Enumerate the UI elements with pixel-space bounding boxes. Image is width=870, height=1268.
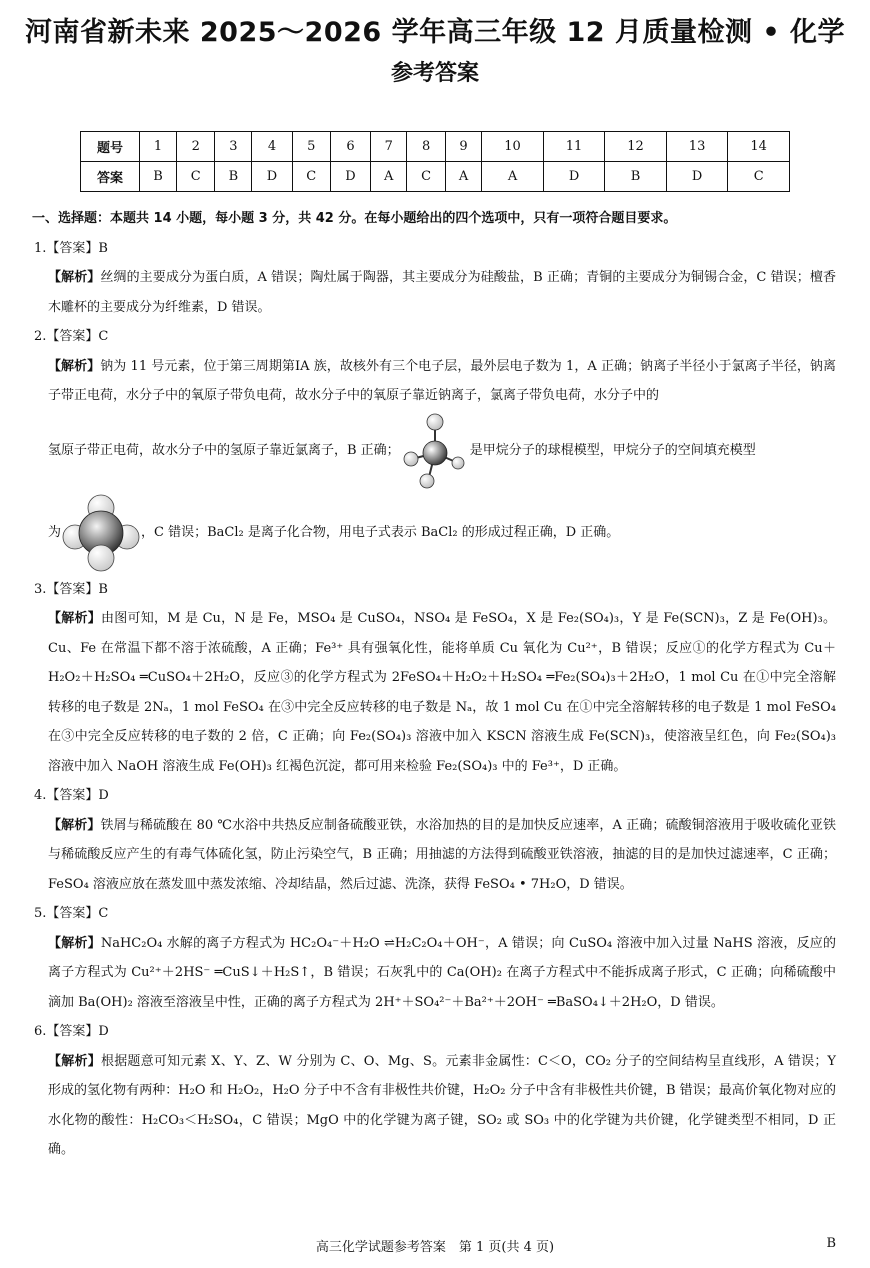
table-cell: 12: [605, 132, 667, 162]
analysis-label: 【解析】: [48, 270, 101, 285]
table-cell: 3: [215, 132, 252, 162]
table-cell: D: [330, 162, 370, 192]
table-cell: 8: [407, 132, 445, 162]
analysis-label: 【解析】: [48, 817, 101, 833]
question-4-analysis: [34, 811, 836, 900]
table-cell: 9: [445, 132, 481, 162]
table-row-numbers: [81, 132, 790, 162]
table-cell: A: [445, 162, 481, 192]
methane-ball-and-stick-icon: [400, 411, 470, 491]
table-cell: 7: [371, 132, 407, 162]
table-cell: 14: [728, 132, 790, 162]
analysis-text: ，C 错误；BaCl₂ 是离子化合物，用电子式表示 BaCl₂ 的形成过程正确，D 正确。: [141, 524, 620, 540]
methane-ball-stick-row: [34, 411, 836, 491]
table-cell: 4: [252, 132, 292, 162]
table-cell: C: [407, 162, 445, 192]
table-cell: 2: [177, 132, 215, 162]
analysis-text: 丝绸的主要成分为蛋白质，A 错误；陶灶属于陶器，其主要成分为硅酸盐，B 正确；青铜的主要成分为铜锡合金，C 错误；檀香木雕杯的主要成分为纤维素，D 错误。: [48, 270, 836, 315]
table-header-answer: 答案: [81, 162, 140, 192]
methane-space-filling-icon: [61, 493, 141, 573]
table-cell: A: [482, 162, 544, 192]
table-cell: D: [543, 162, 605, 192]
table-cell: A: [371, 162, 407, 192]
question-1-analysis: [34, 263, 836, 322]
table-cell: 5: [292, 132, 330, 162]
analysis-text: 根据题意可知元素 X、Y、Z、W 分别为 C、O、Mg、S。元素非金属性：C＜O，CO₂ 分子的空间结构呈直线形，A 错误；Y 形成的氢化物有两种：H₂O 和 H₂O₂，H₂O 分子中不含有非极性共价键，H₂O₂ 分子中含有非极性共价键，B 错误；最高价氧化物对应的水化物的酸性：H₂CO₃＜H₂SO₄，C 错误；MgO 中的化学键为离子键，SO₂ 或 SO₃ 中的化学键为共价键，化学键类型不相同，D 正确。: [48, 1053, 836, 1157]
question-2-answer: 2.【答案】C: [34, 329, 109, 344]
question-3-analysis: [34, 604, 836, 781]
question-6-answer: 6.【答案】D: [34, 1024, 109, 1039]
table-cell: 13: [666, 132, 728, 162]
analysis-text: 为: [48, 524, 62, 540]
table-cell: C: [728, 162, 790, 192]
methane-space-filling-row: [34, 491, 836, 575]
question-2-analysis: [34, 352, 836, 411]
page-title: 河南省新未来 2025～2026 学年高三年级 12 月质量检测 • 化学: [24, 17, 846, 48]
analysis-label: 【解析】: [48, 1053, 101, 1069]
table-row-answers: [81, 162, 790, 192]
question-5-analysis: [34, 929, 836, 1018]
answer-content: [34, 204, 836, 1165]
analysis-label: 【解析】: [48, 935, 101, 951]
question-4-answer: 4.【答案】D: [34, 788, 109, 803]
analysis-text: 钠为 11 号元素，位于第三周期第ⅠA 族，故核外有三个电子层，最外层电子数为 1，A 正确；钠离子半径小于氯离子半径，钠离子带正电荷，水分子中的氧原子带负电荷，故水分子中的氧原子靠近钠离子，氯离子带负电荷，水分子中的: [48, 358, 836, 403]
question-5-answer: 5.【答案】C: [34, 906, 109, 921]
analysis-label: 【解析】: [48, 358, 101, 374]
table-cell: 1: [140, 132, 177, 162]
table-cell: B: [215, 162, 252, 192]
table-cell: D: [252, 162, 292, 192]
analysis-text: 铁屑与稀硫酸在 80 ℃水浴中共热反应制备硫酸亚铁，水浴加热的目的是加快反应速率，A 正确；硫酸铜溶液用于吸收硫化亚铁与稀硫酸反应产生的有毒气体硫化氢，防止污染空气，B 正确；用抽滤的方法得到硫酸亚铁溶液，抽滤的目的是加快过滤速率，C 正确；FeSO₄ 溶液应放在蒸发皿中蒸发浓缩、冷却结晶，然后过滤、洗涤，获得 FeSO₄ • 7H₂O，D 错误。: [48, 817, 836, 892]
analysis-text: 氢原子带正电荷，故水分子中的氢原子靠近氯离子，B 正确；: [48, 442, 400, 458]
table-header-number: 题号: [81, 132, 140, 162]
table-cell: 10: [482, 132, 544, 162]
question-3-answer: 3.【答案】B: [34, 581, 108, 597]
table-cell: 6: [330, 132, 370, 162]
page-subtitle: 参考答案: [390, 61, 479, 86]
analysis-text: 是甲烷分子的球棍模型，甲烷分子的空间填充模型: [469, 442, 756, 458]
table-cell: 11: [543, 132, 605, 162]
section-heading: 一、选择题：本题共 14 小题，每小题 3 分，共 42 分。在每小题给出的四个选项中，只有一项符合题目要求。: [32, 211, 677, 226]
question-6-analysis: [34, 1047, 836, 1165]
table-cell: D: [666, 162, 728, 192]
table-cell: B: [605, 162, 667, 192]
page-footer: 高三化学试题参考答案 第 1 页(共 4 页): [315, 1240, 555, 1255]
analysis-label: 【解析】: [48, 611, 102, 626]
table-cell: C: [292, 162, 330, 192]
table-cell: B: [140, 162, 177, 192]
analysis-text: 由图可知，M 是 Cu，N 是 Fe，MSO₄ 是 CuSO₄，NSO₄ 是 FeSO₄，X 是 Fe₂(SO₄)₃，Y 是 Fe(SCN)₃，Z 是 Fe(OH)₃。Cu、Fe 在常温下都不溶于浓硫酸，A 正确；Fe³⁺ 具有强氧化性，能将单质 Cu 氧化为 Cu²⁺，B 错误；反应①的化学方程式为 Cu＋H₂O₂＋H₂SO₄ ═CuSO₄＋2H₂O，反应③的化学方程式为 2FeSO₄＋H₂O₂＋H₂SO₄ ═Fe₂(SO₄)₃＋2H₂O，1 mol Cu 在①中完全溶解转移的电子数是 2Nₐ，1 mol FeSO₄ 在③中完全反应转移的电子数是 Nₐ，故 1 mol Cu 在①中完全溶解转移的电子数是 1 mol FeSO₄ 在③中完全反应转移的电子数的 2 倍，C 正确；向 Fe₂(SO₄)₃ 溶液中加入 KSCN 溶液生成 Fe(SCN)₃，使溶液呈红色，向 Fe₂(SO₄)₃ 溶液中加入 NaOH 溶液生成 Fe(OH)₃ 红褐色沉淀，都可用来检验 Fe₂(SO₄)₃ 中的 Fe³⁺，D 正确。: [48, 611, 836, 774]
analysis-text: NaHC₂O₄ 水解的离子方程式为 HC₂O₄⁻＋H₂O ⇌H₂C₂O₄＋OH⁻，A 错误；向 CuSO₄ 溶液中加入过量 NaHS 溶液，反应的离子方程式为 Cu²⁺＋2HS⁻ ═CuS↓＋H₂S↑，B 错误；石灰乳中的 Ca(OH)₂ 在离子方程式中不能拆成离子形式，C 正确；向稀硫酸中滴加 Ba(OH)₂ 溶液至溶液呈中性，正确的离子方程式为 2H⁺＋SO₄²⁻＋Ba²⁺＋2OH⁻ ═BaSO₄↓＋2H₂O，D 错误。: [48, 935, 836, 1010]
page-version-letter: B: [826, 1236, 836, 1251]
table-cell: C: [177, 162, 215, 192]
question-1-answer: 1.【答案】B: [34, 240, 108, 256]
answer-table: [80, 131, 790, 192]
